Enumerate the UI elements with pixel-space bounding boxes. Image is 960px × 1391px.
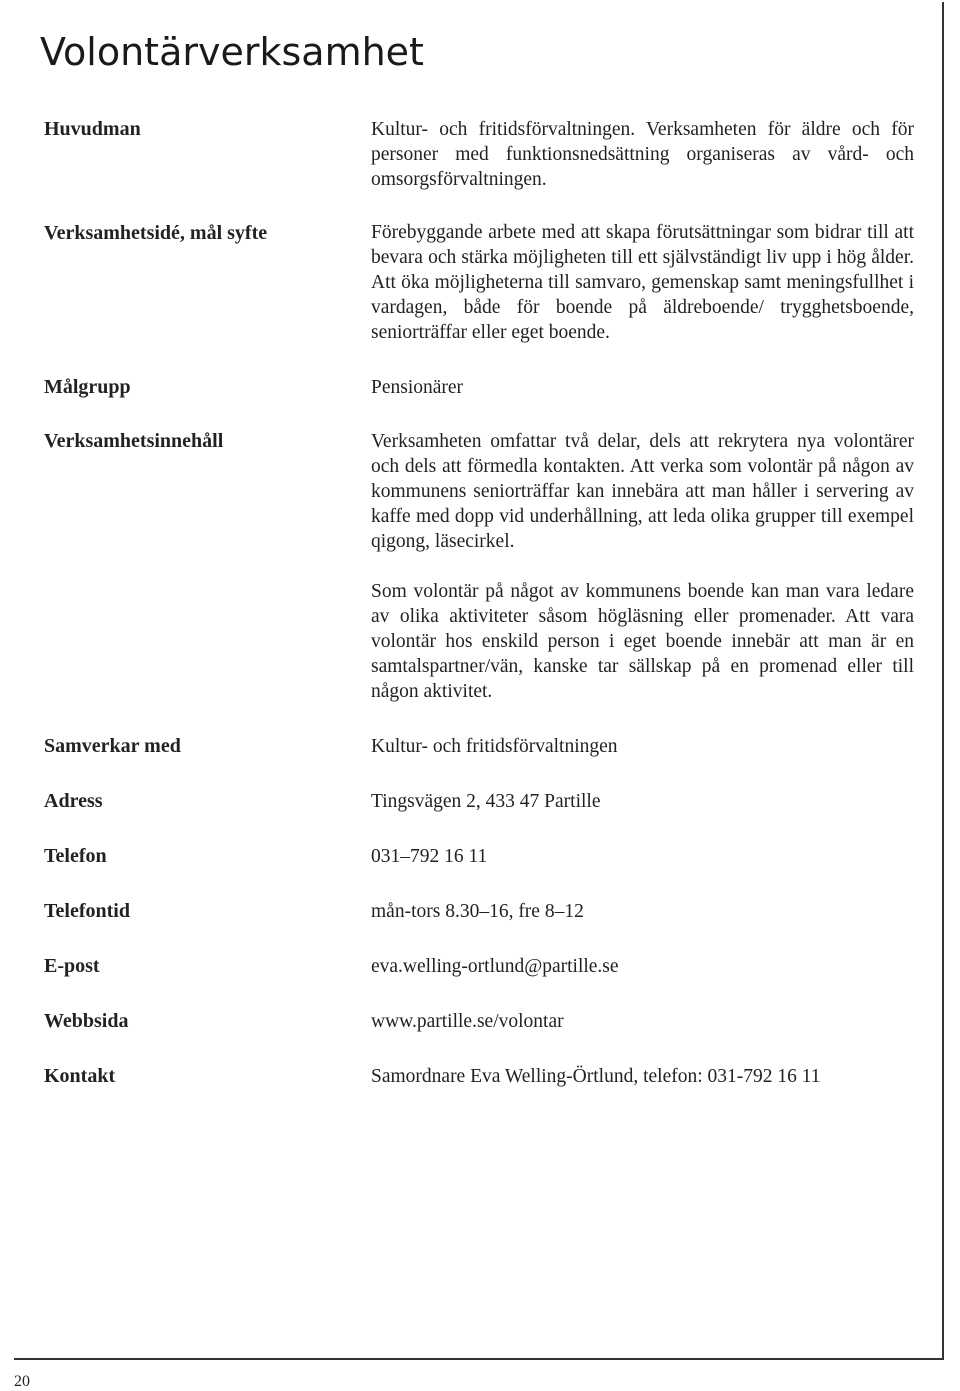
telefontid-label: Telefontid — [44, 900, 130, 922]
huvudman-label: Huvudman — [44, 118, 141, 140]
page-title: Volontärverksamhet — [40, 30, 424, 74]
page-number: 20 — [14, 1373, 30, 1390]
verksamhetsinnehall-paragraph-1: Verksamheten omfattar två delar, dels att rekrytera nya volontärer och dels att förmedla kontakten. Att verka som volontär på någon av kommunens seniorträffar kan innebära att man håller i servering av kaffe med dopp vid underhållning, att leda olika grupper till exempel qigong, läsecirkel. — [371, 431, 914, 552]
huvudman-value: Kultur- och fritidsförvaltningen. Verksamheten för äldre och för personer med funktionsnedsättning organiseras av vård- och omsorgsförvaltningen. — [371, 119, 914, 190]
telefontid-value: mån-tors 8.30–16, fre 8–12 — [371, 901, 584, 922]
samverkar-label: Samverkar med — [44, 735, 181, 757]
telefon-label: Telefon — [44, 845, 107, 867]
telefon-value: 031–792 16 11 — [371, 846, 488, 867]
malgrupp-value: Pensionärer — [371, 377, 464, 398]
kontakt-value: Samordnare Eva Welling-Örtlund, telefon: 031-792 16 11 — [371, 1066, 821, 1087]
adress-value: Tingsvägen 2, 433 47 Partille — [371, 791, 601, 812]
verksamhetside-value: Förebyggande arbete med att skapa förutsättningar som bidrar till att bevara och stärka möjligheten till ett självständigt liv upp i hög ålder. Att öka möjligheterna till samvaro, gemenskap samt meningsfullhet i vardagen, både för boende på äldreboende/ trygghetsboende, seniorträffar eller eget boende. — [371, 222, 914, 343]
verksamhetsinnehall-paragraph-2: Som volontär på något av kommunens boende kan man vara ledare av olika aktiviteter såsom högläsning eller promenader. Att vara volontär hos enskild person i eget boende innebär att man är en samtalspartner/vän, kanske tar sällskap på en promenad eller till någon aktivitet. — [371, 581, 914, 702]
webbsida-value[interactable]: www.partille.se/volontar — [371, 1011, 564, 1032]
malgrupp-label: Målgrupp — [44, 376, 131, 398]
epost-value[interactable]: eva.welling-ortlund@partille.se — [371, 956, 619, 977]
kontakt-label: Kontakt — [44, 1065, 116, 1087]
webbsida-label: Webbsida — [44, 1010, 129, 1032]
verksamhetsinnehall-label: Verksamhetsinnehåll — [44, 430, 224, 452]
adress-label: Adress — [44, 790, 103, 812]
verksamhetside-label: Verksamhetsidé, mål syfte — [44, 222, 268, 244]
epost-label: E-post — [44, 955, 100, 977]
samverkar-value: Kultur- och fritidsförvaltningen — [371, 736, 618, 757]
